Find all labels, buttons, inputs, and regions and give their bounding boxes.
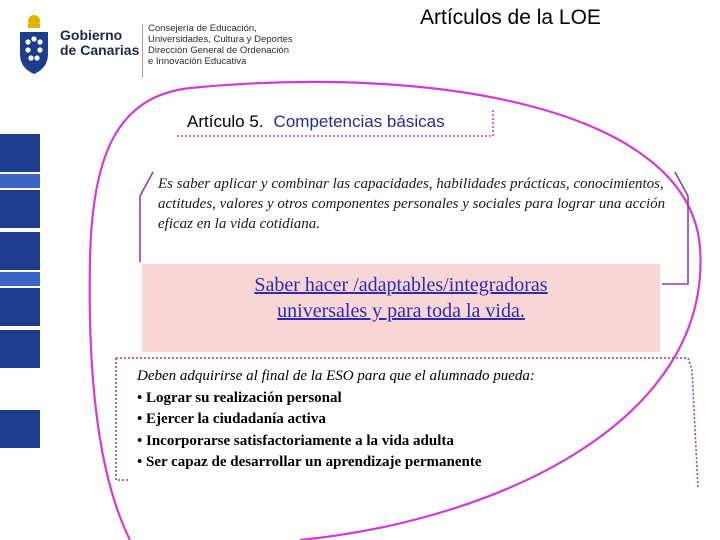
objectives-block <box>137 366 697 474</box>
department-line: Dirección General de Ordenación <box>148 45 289 56</box>
highlight-line: Saber hacer /adaptables/integradoras <box>254 274 548 296</box>
article-number: Artículo 5. <box>187 112 264 131</box>
article-heading <box>187 112 445 132</box>
department-line: Consejería de Educación, <box>148 23 257 34</box>
gov-name-line: de Canarias <box>60 42 140 58</box>
department-line: Universidades, Cultura y Deportes <box>148 34 293 45</box>
definition-text: Es saber aplicar y combinar las capacidades, habilidades prácticas, conocimientos, actitudes, valores y otros componentes personales y sociales para lograr una acción eficaz en la vida cotidiana. <box>158 176 666 232</box>
gov-name-line: Gobierno <box>60 27 123 43</box>
objective-item: • Incorporarse satisfactoriamente a la vida adulta <box>137 432 454 449</box>
objectives-intro: Deben adquirirse al final de la ESO para que el alumnado pueda: <box>137 368 535 384</box>
article-title: Competencias básicas <box>273 112 445 131</box>
highlight-line: universales y para toda la vida. <box>277 300 525 322</box>
objective-item: • Lograr su realización personal <box>137 389 342 406</box>
highlight-box <box>142 264 660 352</box>
highlight-text <box>142 272 660 324</box>
slide-title: Artículos de la LOE <box>420 6 601 29</box>
department-line: e Innovación Educativa <box>148 56 247 67</box>
objective-item: • Ser capaz de desarrollar un aprendizaje permanente <box>137 454 482 470</box>
objective-item: • Ejercer la ciudadanía activa <box>137 411 326 427</box>
